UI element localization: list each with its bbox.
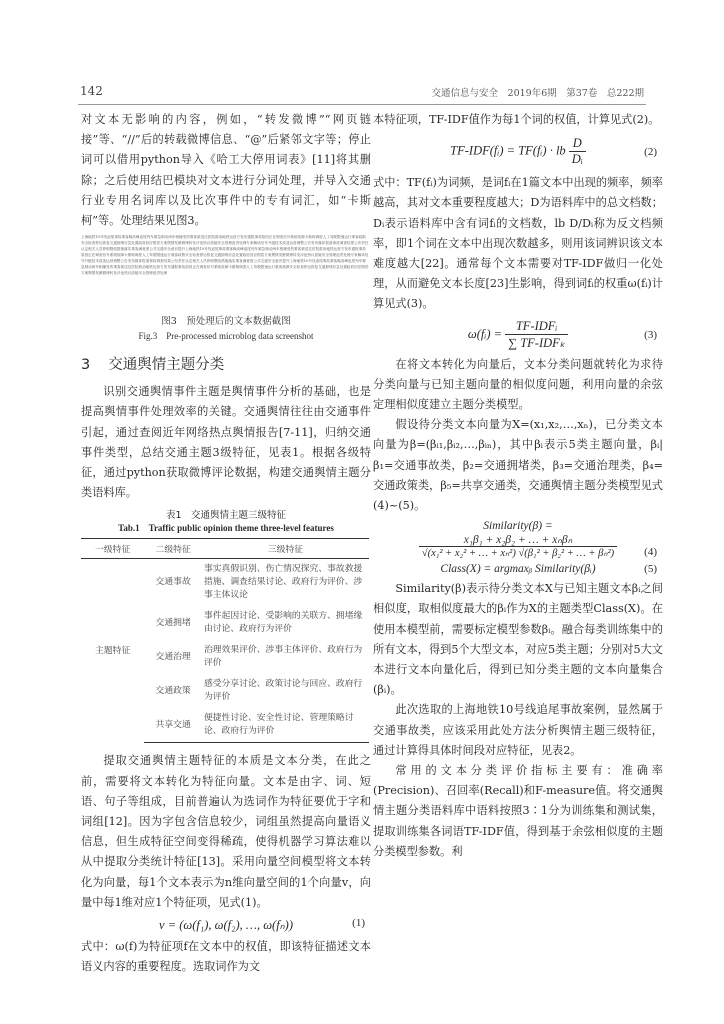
fraction-numerator: D [569,136,586,152]
paragraph: 对文本无影响的内容，例如，“转发微博”“网页链接”等、“//”后的转载微博信息、“@”后紧邻文字等；停止词可以借用python导入《哈工大停用词表》[11]将其删除；之后使用结巴模块对文本进行分词处理，并导入交通行业专用名词库以及比次事件中的专有词汇，如“卡斯柯”等。处理结果见图3。 [81,113,371,228]
table-caption-cn: 表1 交通舆情主题三级特征 [165,510,287,522]
header-rule [78,104,646,105]
table-cell: 事件起因讨论、受影响的关联方、拥堵缘由讨论、政府行为评价 [203,611,363,635]
table-cell: 治理效果评价、涉事主体评价、政府行为评价 [203,645,363,669]
equation-number: (1) [352,917,365,930]
feature-table [81,538,369,743]
equation-lhs: Similarity(β) = [483,520,553,533]
left-column [81,110,371,977]
table-cell: 交通政策 [155,685,191,696]
table-cell: 事实真假识别、伤亡情况探究、事故救援措施、调查结果讨论、政府行为评价、涉事主体议论 [203,564,363,601]
paragraph: 式中：ω(f)为特征项f在文本中的权值，即该特征描述文本语义内容的重要程度。选取词作为文 [81,940,371,974]
table-cell: 主题特征 [95,645,131,656]
equation-body: ω(fᵢ) = [467,326,503,341]
table-header: 三级特征 [202,539,369,559]
table-cell: 交通拥堵 [155,617,191,628]
section-title: 交通舆情主题分类 [108,357,225,374]
figure-caption-cn: 图3 预处理后的文本数据截图 [161,316,291,328]
fraction-denominator: ∑ TF-IDFₖ [508,335,566,350]
table-cell: 便捷性讨论、安全性讨论、管理策略讨论、政府行为评价 [202,708,369,743]
table-header: 一级特征 [81,539,144,559]
paragraph: 假设待分类文本向量为X=(x₁,x₂,…,xₙ)，已分类文本向量为β=(βᵢ₁,βᵢ₂,…,βᵢₙ)，其中βᵢ表示5类主题向量，βᵢ|β₁=交通事故类，β₂=交通拥堵类，β₃=交通治理类，β₄=交通政策类，β₅=共享交通类，交通舆情主题分类模型见式(4)~(5)。 [373,418,663,513]
equation-number: (4) [644,546,657,559]
right-column [373,110,663,862]
table-header: 二级特征 [144,539,202,559]
paragraph: 此次选取的上海地铁10号线追尾事故案例，显然属于交通事故类，应该采用此处方法分析舆情主题三级特征，通过计算得具体时间段对应特征，见表2。 [373,703,663,757]
table-cell: 感受分享讨论、政策讨论与回应、政府行为评价 [203,679,363,703]
section-heading [81,353,371,374]
fraction-denominator: √(x₁² + x₂² + … + xₙ²) √(β₁² + β₂² + … + βₙ²) [421,548,615,560]
equation-body: TF-IDF(fᵢ) = TF(fᵢ) · lb [450,143,566,158]
figure-3-screenshot: 上海地铁10号线追尾事故乘客晚高峰追尾列车紧急制动两车相撞受伤乘客被送往医院救治地铁运营方发布通报事故原因正在调查信号系统故障卡斯柯调度人工驾驶限速运行乘客疏散安全检查停运恢复交通拥堵应急处置政府回应赔偿方案舆情发酵微博转发评论热议质疑安全管理追责处理专家解读信号升级技术改造运营调整公告发布媒体报道事故调查结果公布责任认定相关人员停职整改措施落实乘客满意度公共交通安全意识提升上海地铁10号线追尾事故乘客晚高峰追尾列车紧急制动两车相撞受伤乘客被送往医院救治地铁运营方发布通报事故原因正在调查信号系统故障卡斯柯调度人工驾驶限速运行乘客疏散安全检查停运恢复交通拥堵应急处置政府回应赔偿方案舆情发酵微博转发评论热议质疑安全管理追责处理专家解读信号升级技术改造运营调整公告发布媒体报道事故调查结果公布责任认定相关人员停职整改措施落实乘客满意度公共交通安全意识提升上海地铁10号线追尾事故乘客晚高峰追尾列车紧急制动两车相撞受伤乘客被送往医院救治地铁运营方发布通报事故原因正在调查信号系统故障卡斯柯调度人工驾驶限速运行乘客疏散安全检查停运恢复交通拥堵应急处置政府回应赔偿方案舆情发酵微博转发评论热议质疑安全管理追责处理 [81,235,369,275]
equation-number: (3) [644,328,657,341]
equation-4 [373,520,663,559]
fraction-numerator: x₁β₁ + x₂β₂ + … + xₙβₙ [419,532,617,547]
table-caption-en: Tab.1 Traffic public opinion theme three-level features [118,523,334,534]
paragraph: Similarity(β)表示待分类文本X与已知主题文本βᵢ之间相似度，取相似度最大的βᵢ作为X的主题类型Class(X)。在使用本模型前，需要标定模型参数βᵢ。融合每类训练集中的所有文本，得到5个大型文本，对应5类主题；分别对5大文本进行文本向量化后，得到已知分类主题的文本向量集合(βᵢ)。 [373,582,663,697]
figure-caption-en: Fig.3 Pre-processed microblog data screenshot [138,331,314,342]
equation-number: (2) [644,146,657,159]
table-cell: 交通治理 [155,651,191,662]
journal-info: 交通信息与安全 2019年6期 第37卷 总222期 [431,88,644,99]
equation-3 [373,319,663,351]
equation-1 [81,917,371,933]
equation-number: (5) [644,563,657,576]
page-header [0,84,724,104]
paragraph: 本特征项，TF-IDF值作为每1个词的权值，计算见式(2)。 [373,113,660,126]
paragraph: 识别交通舆情事件主题是舆情事件分析的基础，也是提高舆情事件处理效率的关键。交通舆情往往由交通事件引起，通过查阅近年网络热点舆情报告[7-11]，归纳交通事件类型，总结交通主题3级特征，见表1。根据各级特征，通过python获取微博评论数据，构建交通舆情主题分类语料库。 [81,385,371,500]
section-number: 3 [81,357,91,374]
equation-body: v = (ω(f₁), ω(f₂), …, ω(fₙ)) [159,918,293,933]
paragraph: 常用的文本分类评价指标主要有：准确率(Precision)、召回率(Recall)和F-measure值。将交通舆情主题分类语料库中语料按照3∶1分为训练集和测试集，提取训练集各词语TF-IDF值，得到基于余弦相似度的主题分类模型参数。利 [373,764,663,858]
table-row [81,559,369,607]
fraction-numerator: TF-IDFᵢ [505,319,568,335]
table-cell: 共享交通 [144,708,202,743]
paragraph: 式中：TF(fᵢ)为词频，是词fᵢ在1篇文本中出现的频率，频率越高，其对文本重要程度越大；D为语料库中的总文档数；Dᵢ表示语料库中含有词fᵢ的文档数，lb D/Dᵢ称为反文档频率，即1个词在文本中出现次数越多，则用该词辨识该文本难度越大[22]。通常每个文本需要对TF-IDF做归一化处理，从而避免文本长度[23]生影响，得到词fᵢ的权重ω(fᵢ)计算见式(3)。 [373,176,663,311]
page-number: 142 [80,84,103,98]
equation-body: Class(X) = argmaxᵦ Similarity(βᵢ) [440,563,596,576]
paragraph: 提取交通舆情主题特征的本质是文本分类，在此之前，需要将文本转化为特征向量。文本是由字、词、短语、句子等组成，目前普遍认为选词作为特征要优于字和词组[12]。因为字包含信息较少，词组虽然提高向量语义信息，但生成特征空间变得稀疏，使得机器学习算法难以从中提取分类统计特征[13]。采用向量空间模型将文本转化为向量，每1个文本表示为n维向量空间的1个向量v，向量中每1维对应1个特征项，见式(1)。 [81,754,371,909]
table-cell: 交通事故 [155,577,191,588]
fraction-denominator: Dᵢ [571,152,583,167]
paragraph: 在将文本转化为向量后，文本分类问题就转化为求待分类向量与已知主题向量的相似度问题，利用向量的余弦定理相似度建立主题分类模型。 [373,357,663,412]
equation-2 [373,136,663,167]
equation-5 [373,563,663,575]
